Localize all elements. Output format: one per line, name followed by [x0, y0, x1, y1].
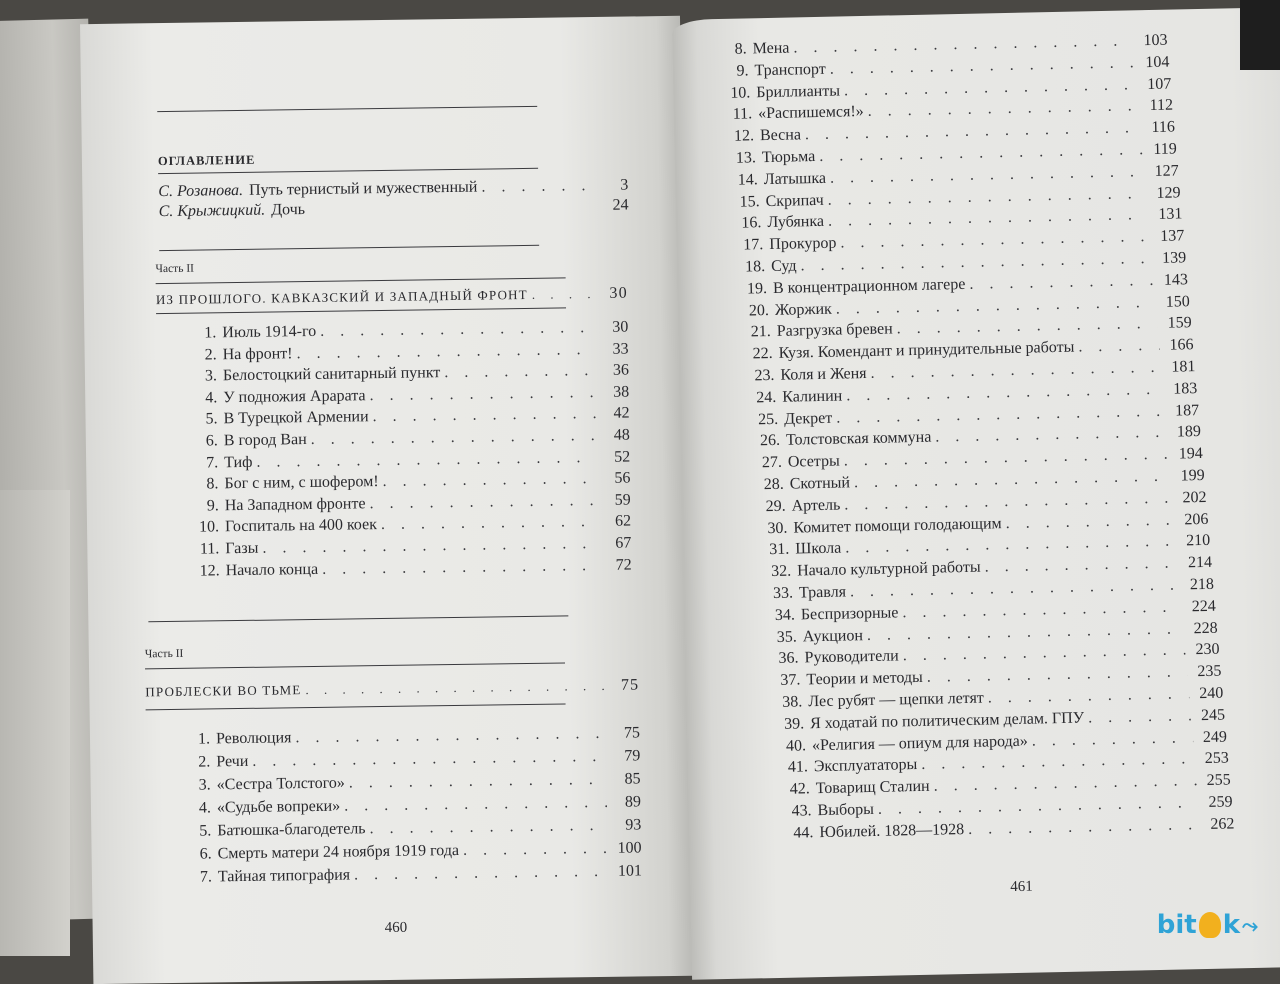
- entry-title: Кузя. Комендант и принудительные работы: [778, 338, 1075, 363]
- rule: [148, 615, 568, 622]
- rule: [156, 277, 566, 284]
- toc-entry: [182, 427, 630, 451]
- entry-title: Я ходатай по политическим делам. ГПУ: [809, 709, 1085, 733]
- entry-page: 56: [614, 469, 631, 487]
- entry-title: Газы: [225, 539, 259, 558]
- entry-number: 27.: [761, 453, 783, 472]
- entry-number: 13.: [735, 149, 757, 167]
- entry-title: Беспризорные: [800, 604, 899, 624]
- toc-entry: [174, 747, 640, 772]
- entry-title: Смерть матери 24 ноября 1919 года: [217, 841, 460, 863]
- toc-entry: [175, 816, 641, 841]
- entry-title: Товарищ Сталин: [815, 777, 930, 798]
- entry-number: 12.: [733, 127, 755, 145]
- entry-title: Белостоцкий санитарный пункт: [222, 364, 441, 385]
- entry-title: В город Ван: [223, 431, 307, 450]
- entry-number: 32.: [770, 562, 792, 581]
- rule: [156, 307, 566, 314]
- entry-title: Тайная типография: [217, 866, 351, 886]
- entry-number: 22.: [752, 345, 773, 363]
- toc-entry: [181, 405, 629, 429]
- part-title: ИЗ ПРОШЛОГО. КАВКАЗСКИЙ И ЗАПАДНЫЙ ФРОНТ . . . 30: [156, 285, 628, 310]
- entry-page: 33: [612, 340, 629, 358]
- entry-page: 89: [624, 793, 642, 811]
- entry-page: 194: [1178, 445, 1203, 463]
- entry-number: 33.: [772, 584, 794, 603]
- entry-page: 52: [614, 448, 631, 466]
- underlying-page-strip: [0, 490, 70, 956]
- entry-title: «Сестра Толстого»: [216, 774, 345, 794]
- entry-title: Толстовская коммуна: [785, 429, 932, 450]
- entry-title: Коля и Женя: [780, 365, 867, 384]
- entry-page: 59: [614, 491, 631, 509]
- entry-number: 42.: [789, 780, 810, 798]
- entry-number: 37.: [780, 671, 801, 690]
- entry-page: 183: [1173, 379, 1198, 398]
- toc-intro-entry: С. Розанова. Путь тернистый и мужественный . . . 3: [158, 177, 628, 202]
- toc-entry: [174, 724, 640, 749]
- entry-page: 107: [1147, 75, 1172, 93]
- entry-page: 103: [1143, 31, 1168, 50]
- entry-page: 235: [1197, 662, 1222, 681]
- entry-title: Начало конца: [225, 560, 319, 579]
- entry-page: 119: [1153, 140, 1177, 158]
- entry-page: 224: [1191, 597, 1216, 616]
- entry-number: 14.: [737, 171, 758, 189]
- toc-intro-entry: С. Крыжицкий. Дочь 24: [158, 196, 629, 221]
- entry-number: 20.: [748, 301, 770, 320]
- entry-number: 11.: [199, 540, 220, 558]
- right-page: [672, 7, 1280, 980]
- entry-title: Транспорт: [754, 60, 826, 80]
- entry-page: 228: [1193, 619, 1218, 637]
- entry-number: 35.: [776, 628, 797, 646]
- entry-number: 41.: [787, 758, 809, 777]
- toc-entry: [176, 862, 642, 887]
- entry-number: 17.: [743, 236, 764, 254]
- entry-title: В Турецкой Армении: [223, 408, 369, 428]
- entry-page: 187: [1174, 401, 1200, 420]
- entry-title: Аукцион: [802, 626, 864, 645]
- entry-page: 30: [612, 318, 629, 336]
- entry-page: 166: [1169, 336, 1194, 354]
- toc-entry: [180, 319, 628, 343]
- entry-title: «Распишемся!»: [757, 103, 864, 123]
- watermark: bit k ⤳: [1156, 910, 1258, 940]
- entry-title: Декрет: [783, 409, 833, 428]
- entry-page: 199: [1180, 466, 1205, 485]
- entry-title: Госпиталь на 400 коек: [224, 516, 378, 536]
- entry-number: 1.: [197, 730, 211, 748]
- entry-number: 12.: [199, 561, 220, 580]
- entry-page: 259: [1208, 793, 1233, 811]
- entry-page: 85: [624, 770, 641, 788]
- entry-number: 4.: [205, 389, 218, 407]
- toc-entry: [181, 340, 629, 364]
- entry-title: У подножия Арарата: [223, 387, 366, 407]
- entry-number: 10.: [730, 83, 751, 102]
- entry-title: Июль 1914-го: [222, 322, 317, 342]
- toc-entry: [182, 448, 630, 472]
- toc-entry: [183, 513, 631, 537]
- bitok-logo-icon: [1199, 912, 1221, 938]
- entry-page: 202: [1182, 488, 1207, 507]
- entry-number: 3.: [204, 367, 218, 385]
- entry-number: 9.: [206, 497, 219, 515]
- entry-number: 1.: [204, 324, 217, 342]
- entry-number: 11.: [732, 105, 753, 124]
- entry-number: 26.: [759, 432, 781, 450]
- part-label: Часть II: [144, 647, 184, 661]
- entry-number: 21.: [750, 323, 771, 341]
- entry-number: 6.: [205, 432, 218, 450]
- toc-entry: [175, 793, 641, 818]
- entry-number: 43.: [791, 802, 812, 820]
- entry-page: 62: [614, 512, 632, 531]
- entry-page: 159: [1167, 314, 1192, 333]
- entry-number: 24.: [756, 388, 777, 407]
- rule: [145, 662, 565, 669]
- toc-entry: [181, 362, 629, 386]
- entry-page: 67: [615, 534, 632, 552]
- entry-title: Школа: [795, 539, 842, 558]
- entry-number: 19.: [746, 279, 768, 298]
- entry-title: Артель: [791, 496, 841, 515]
- entry-page: 230: [1195, 641, 1220, 659]
- entry-title: Суд: [771, 257, 797, 275]
- rule: [157, 106, 537, 112]
- toc-heading: ОГЛАВЛЕНИЕ: [157, 152, 256, 169]
- entry-title: Скрипач: [765, 191, 824, 210]
- entry-number: 29.: [765, 497, 786, 515]
- entry-number: 44.: [793, 824, 814, 842]
- entry-title: Юбилей. 1828—1928: [819, 820, 965, 841]
- entry-page: 48: [613, 426, 630, 444]
- entry-title: Эксплуататоры: [813, 756, 918, 776]
- toc-entry: [182, 470, 630, 494]
- page-number: 460: [384, 919, 408, 937]
- entry-number: 6.: [199, 845, 212, 863]
- entry-page: 143: [1163, 271, 1189, 289]
- entry-page: 93: [625, 816, 642, 834]
- entry-number: 30.: [767, 519, 788, 537]
- background-object: [1240, 0, 1280, 70]
- entry-title: Разгрузка бревен: [776, 320, 893, 341]
- entry-page: 104: [1145, 53, 1170, 71]
- toc-entry: [183, 491, 631, 515]
- entry-title: Скотный: [789, 474, 851, 493]
- entry-page: 36: [612, 361, 630, 379]
- entry-title: Прокурор: [769, 234, 837, 254]
- entry-title: На Западном фронте: [224, 495, 366, 515]
- entry-number: 7.: [206, 453, 219, 472]
- entry-page: 189: [1176, 423, 1202, 441]
- entry-title: Мена: [752, 39, 790, 58]
- entry-title: Выборы: [817, 800, 875, 820]
- entry-page: 139: [1161, 249, 1187, 267]
- entry-title: Весна: [759, 126, 802, 145]
- entry-title: Бог с ним, с шофером!: [224, 473, 379, 493]
- entry-title: Теории и методы: [806, 669, 923, 689]
- right-entries: [672, 7, 1280, 842]
- entry-page: 112: [1149, 96, 1174, 115]
- part-label: Часть II: [155, 262, 195, 276]
- entry-page: 210: [1186, 532, 1211, 550]
- entry-title: Жоржик: [774, 300, 832, 319]
- rule: [146, 703, 566, 710]
- entry-number: 18.: [745, 258, 766, 276]
- entry-title: Тюрьма: [761, 148, 816, 167]
- entry-title: «Религия — опиум для народа»: [811, 732, 1028, 754]
- entry-page: 150: [1165, 292, 1190, 311]
- entry-number: 2.: [198, 753, 211, 771]
- entry-number: 38.: [782, 693, 803, 711]
- entry-number: 8.: [206, 475, 219, 493]
- entry-number: 31.: [769, 541, 790, 559]
- entry-title: Начало культурной работы: [796, 558, 981, 580]
- toc-entry: [184, 556, 632, 580]
- entry-page: 245: [1200, 706, 1226, 724]
- toc-entry: [176, 839, 642, 864]
- entry-title: «Судьбе вопреки»: [216, 797, 341, 817]
- entry-page: 72: [615, 556, 632, 574]
- entry-page: 100: [617, 839, 642, 857]
- entry-number: 5.: [199, 822, 212, 840]
- entry-number: 15.: [739, 192, 760, 211]
- entry-title: Осетры: [787, 452, 840, 471]
- entry-page: 240: [1199, 684, 1224, 703]
- entry-title: Лес рубят — щепки летят: [808, 689, 985, 711]
- entry-page: 38: [613, 383, 630, 401]
- entry-page: 131: [1158, 205, 1183, 224]
- toc-entry: [175, 770, 641, 795]
- entry-page: 137: [1160, 227, 1185, 246]
- entry-page: 127: [1154, 162, 1179, 180]
- entry-page: 253: [1204, 749, 1229, 768]
- entry-number: 10.: [198, 518, 220, 536]
- entry-number: 16.: [741, 214, 762, 232]
- entry-number: 23.: [754, 366, 775, 385]
- entry-page: 75: [623, 724, 641, 742]
- entry-page: 101: [617, 862, 643, 880]
- entry-page: 249: [1202, 728, 1228, 746]
- rule: [159, 245, 539, 251]
- toc-entry: [183, 535, 631, 559]
- entry-number: 25.: [758, 410, 779, 428]
- entry-number: 36.: [778, 649, 799, 668]
- entry-number: 5.: [205, 410, 218, 428]
- entry-number: 9.: [736, 62, 749, 80]
- entry-title: Бриллианты: [756, 82, 841, 101]
- entry-number: 40.: [785, 736, 807, 755]
- entry-number: 28.: [763, 475, 784, 494]
- entry-number: 7.: [199, 868, 213, 886]
- entry-page: 181: [1171, 358, 1196, 376]
- entry-title: Лубянка: [767, 213, 825, 232]
- part-title: ПРОБЛЕСКИ ВО ТЬМЕ . . . 75: [145, 676, 639, 701]
- entry-title: На фронт!: [222, 344, 293, 363]
- entry-page: 79: [624, 747, 641, 765]
- entry-number: 2.: [204, 345, 217, 364]
- entry-title: В концентрационном лагере: [772, 275, 966, 297]
- page-number: 461: [1010, 878, 1033, 896]
- entry-page: 218: [1189, 575, 1215, 594]
- entry-page: 255: [1206, 771, 1231, 790]
- entry-title: Речи: [216, 752, 249, 771]
- entry-page: 262: [1210, 815, 1235, 833]
- pen-stroke-icon: ⤳: [1242, 913, 1258, 937]
- entry-title: Комитет помощи голодающим: [793, 514, 1002, 537]
- entry-title: Тиф: [224, 453, 253, 471]
- toc-entry: [181, 383, 629, 407]
- entry-title: Батюшка-благодетель: [217, 820, 366, 840]
- entry-number: 34.: [774, 606, 796, 624]
- entry-number: 4.: [198, 799, 212, 817]
- left-page: [80, 16, 693, 984]
- entry-page: 42: [613, 404, 630, 423]
- entry-page: 116: [1151, 118, 1176, 137]
- entry-title: Травля: [798, 583, 847, 602]
- entry-page: 206: [1184, 510, 1209, 528]
- entry-number: 3.: [198, 776, 211, 794]
- rule: [158, 168, 538, 174]
- entry-number: 8.: [734, 40, 747, 58]
- entry-page: 214: [1187, 553, 1213, 572]
- entry-title: Руководители: [804, 647, 899, 667]
- entry-title: Калинин: [782, 387, 843, 406]
- entry-page: 129: [1156, 183, 1181, 202]
- entry-title: Латышка: [763, 169, 827, 188]
- entry-title: Революция: [215, 729, 292, 748]
- entry-number: 39.: [783, 715, 805, 733]
